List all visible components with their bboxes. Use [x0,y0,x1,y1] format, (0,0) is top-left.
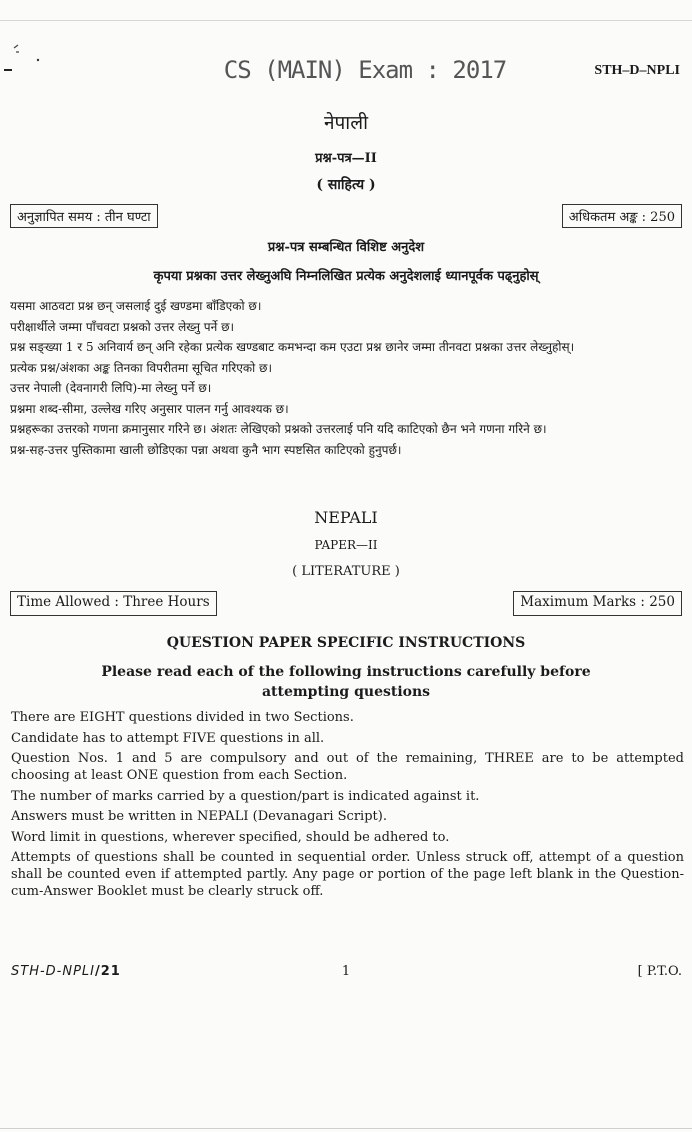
list-item: Question Nos. 1 and 5 are compulsory and out of the remaining, THREE are to be attempted choosing at least ONE question from each Section. [11,751,684,783]
instructions-subheading-nepali: कृपया प्रश्नका उत्तर लेख्नुअघि निम्नलिखित प्रत्येक अनुदेशलाई ध्यानपूर्वक पढ्नुहोस् [153,269,539,284]
top-rule [0,20,692,21]
list-item: Word limit in questions, wherever specified, should be adhered to. [11,829,450,845]
list-item: उत्तर नेपाली (देवनागरी लिपि)-मा लेख्नु पर्ने छ। [10,381,212,395]
list-item: प्रश्न-सह-उत्तर पुस्तिकामा खाली छोडिएका पन्ना अथवा कुनै भाग स्पष्टसित काटिएको हुनुपर्छ। [10,442,402,457]
list-item: Attempts of questions shall be counted in sequential order. Unless struck off, attempt of a question shall be counted even if attempted partly. Any page or portion of the page left blank in the Question-cum-Answer Booklet must be clearly struck off. [11,850,684,899]
subject-title-english: NEPALI [314,508,378,527]
maximum-marks-box-english: Maximum Marks : 250 [513,591,682,616]
please-turn-over: [ P.T.O. [637,964,682,979]
paper-number-nepali: प्रश्न-पत्र—II [315,151,377,166]
subject-title-nepali: नेपाली [323,112,369,134]
instructions-list-nepali [10,296,684,460]
exam-title: CS (MAIN) Exam : 2017 [223,56,507,84]
page-number: 1 [341,964,351,979]
time-allowed-box-english: Time Allowed : Three Hours [10,591,217,616]
time-allowed-box-nepali: अनुज्ञापित समय : तीन घण्टा [10,204,158,228]
list-item: प्रश्नहरूका उत्तरको गणना क्रमानुसार गरिने छ। अंशतः लेखिएको प्रश्नको उत्तरलाई पनि यदि काटिएको छैन भने गणना गरिने छ। [10,422,547,436]
list-item: प्रश्नमा शब्द-सीमा, उल्लेख गरिए अनुसार पालन गर्नु आवश्यक छ। [10,401,289,416]
list-item: There are EIGHT questions divided in two Sections. [11,710,354,725]
footer-code-suffix: /21 [95,964,121,979]
list-item: Answers must be written in NEPALI (Devanagari Script). [11,809,387,824]
list-item: प्रश्न सङ्ख्या 1 र 5 अनिवार्य छन् अनि रहेका प्रत्येक खण्डबाट कमभन्दा कम एउटा प्रश्न छानेर जम्मा तीनवटा प्रश्नका उत्तर लेख्नुहोस्। [10,340,575,354]
instructions-subheading-english: Please read each of the following instructions carefully before attempting questions [101,664,591,700]
maximum-marks-box-nepali: अधिकतम अङ्क : 250 [562,204,682,228]
paper-number-english: PAPER—II [314,538,378,552]
paper-topic-english: ( LITERATURE ) [292,564,400,579]
instructions-heading-english: QUESTION PAPER SPECIFIC INSTRUCTIONS [166,635,526,651]
paper-topic-nepali: ( साहित्य ) [316,177,376,193]
list-item: प्रत्येक प्रश्न/अंशका अङ्क तिनका विपरीतमा सूचित गरिएको छ। [10,360,272,375]
list-item: Candidate has to attempt FIVE questions in all. [11,730,325,746]
list-item: The number of marks carried by a question/part is indicated against it. [11,788,480,804]
list-item: परीक्षार्थीले जम्मा पाँचवटा प्रश्नको उत्तर लेख्नु पर्ने छ। [10,319,235,334]
instructions-list-english [11,709,684,904]
paper-code: STH–D–NPLI [594,63,680,78]
footer-code-text: STH-D-NPLI [11,964,96,979]
bottom-rule [0,1128,692,1129]
list-item: यसमा आठवटा प्रश्न छन् जसलाई दुई खण्डमा बाँडिएको छ। [10,299,262,313]
instructions-heading-nepali: प्रश्न-पत्र सम्बन्धित विशिष्ट अनुदेश [267,240,425,255]
